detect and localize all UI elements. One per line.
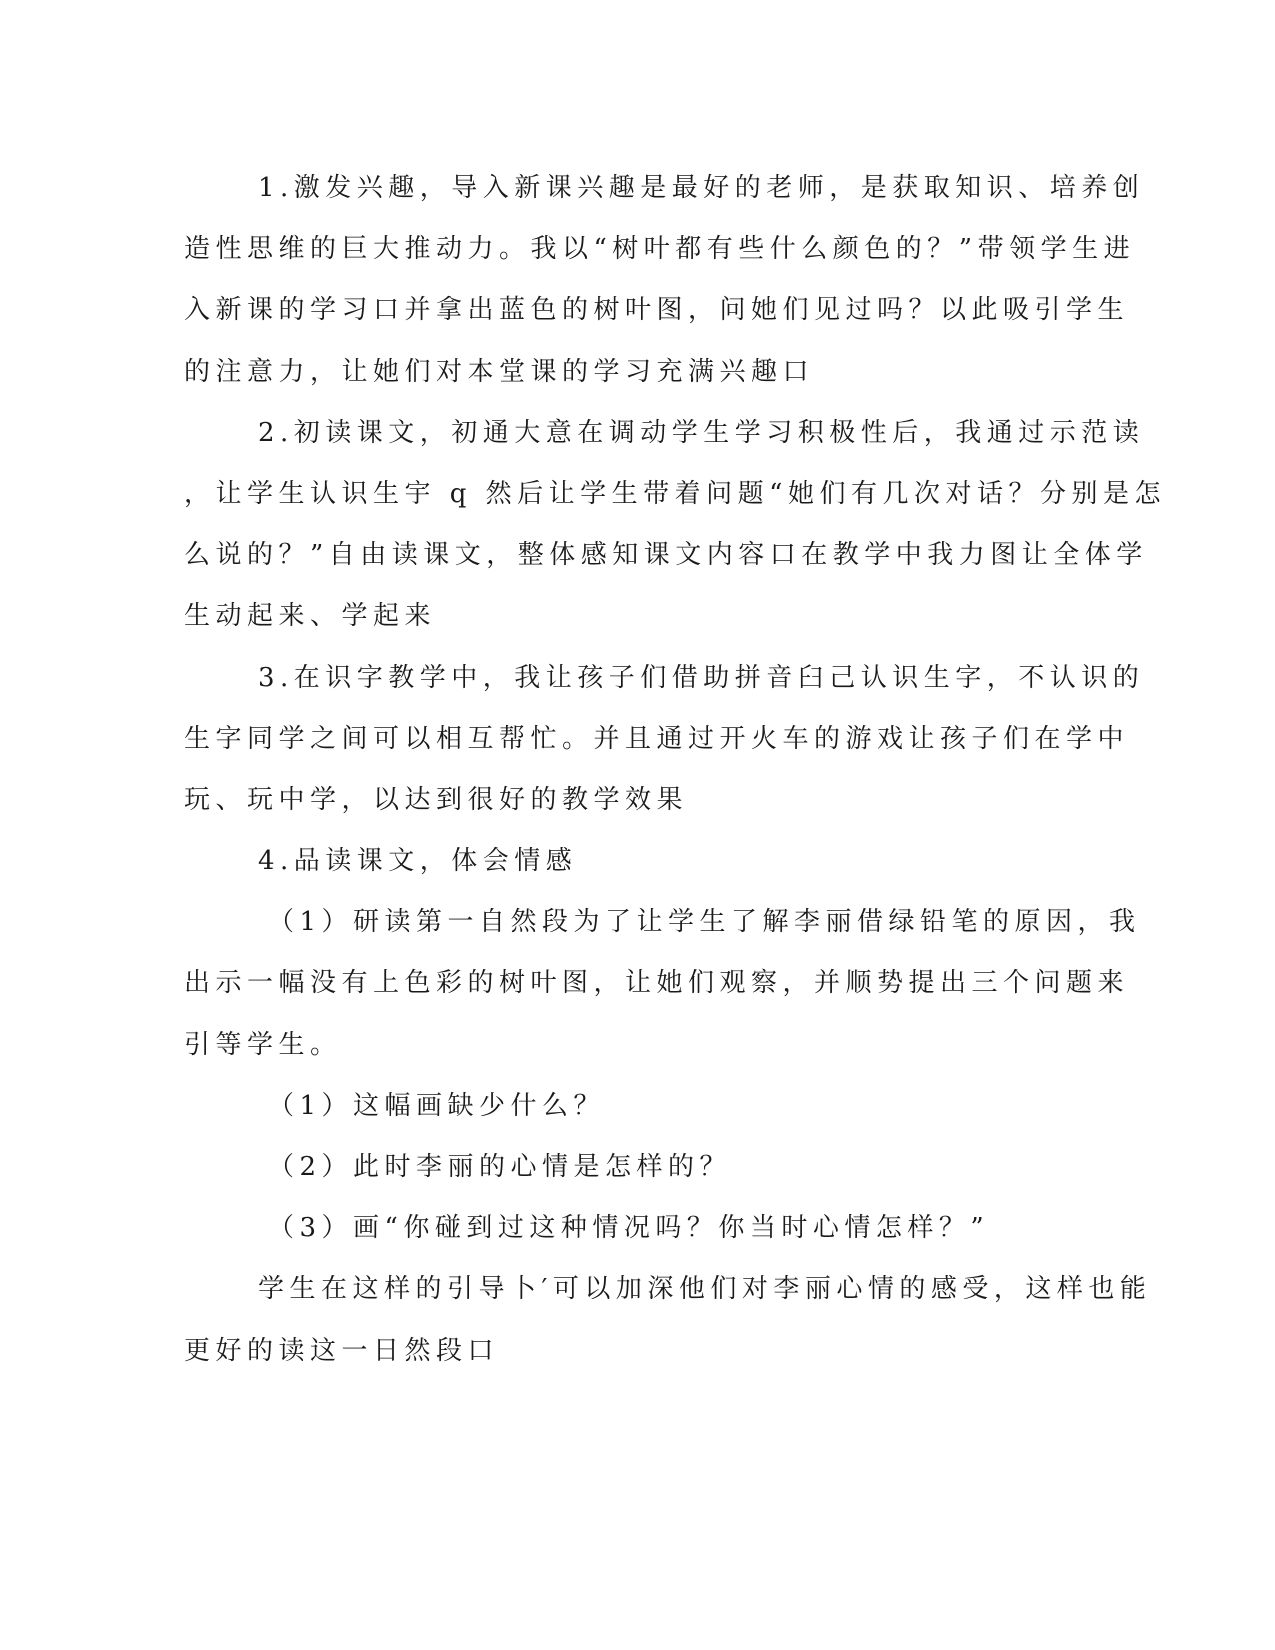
question-1: （1）这幅画缺少什么？ bbox=[268, 1090, 606, 1121]
paragraph-5-line-1: （1）研读第一自然段为了让学生了解李丽借绿铅笔的原因，我 bbox=[268, 907, 1141, 938]
paragraph-5-line-3: 引等学生。 bbox=[184, 1029, 342, 1060]
paragraph-2-line-1: 2.初读课文，初通大意在调动学生学习积极性后，我通过示范读 bbox=[258, 417, 1145, 448]
document-body bbox=[184, 158, 1166, 1382]
section-heading: 4.品读课文，体会情感 bbox=[258, 846, 578, 877]
paragraph-1-line-1: 1.激发兴趣，导入新课兴趣是最好的老师，是获取知识、培养创 bbox=[258, 173, 1145, 203]
paragraph-1-line-3: 入新课的学习口并拿出蓝色的树叶图，问她们见过吗？以此吸引学生 bbox=[184, 295, 1130, 326]
paragraph-2-line-4: 生动起来、学起来 bbox=[184, 601, 437, 632]
question-2: （2）此时李丽的心情是怎样的？ bbox=[268, 1152, 732, 1182]
paragraph-3-line-3: 玩、玩中学，以达到很好的教学效果 bbox=[184, 784, 689, 815]
paragraph-3-line-1: 3.在识字教学中，我让孩子们借助拼音臼己认识生字，不认识的 bbox=[258, 662, 1145, 693]
paragraph-6-line-1: 学生在这样的引导卜′可以加深他们对李丽心情的感受，这样也能 bbox=[258, 1274, 1152, 1305]
question-3: （3）画“你碰到过这种情况吗？你当时心情怎样？” bbox=[268, 1213, 990, 1244]
paragraph-2-line-3: 么说的？”自由读课文，整体感知课文内容口在教学中我力图让全体学 bbox=[184, 540, 1148, 571]
paragraph-1-line-2: 造性思维的巨大推动力。我以“树叶都有些什么颜色的？”带领学生进 bbox=[184, 234, 1136, 265]
paragraph-1-line-4: 的注意力，让她们对本堂课的学习充满兴趣口 bbox=[184, 356, 815, 387]
paragraph-2-line-2: ，让学生认识生宇 q 然后让学生带着问题“她们有几次对话？分别是怎 bbox=[184, 478, 1166, 509]
paragraph-5-line-2: 出示一幅没有上色彩的树叶图，让她们观察，并顺势提出三个问题来 bbox=[184, 968, 1130, 999]
paragraph-6-line-2: 更好的读这一日然段口 bbox=[184, 1335, 500, 1366]
paragraph-3-line-2: 生字同学之间可以相互帮忙。并且通过开火车的游戏让孩子们在学中 bbox=[184, 723, 1130, 754]
